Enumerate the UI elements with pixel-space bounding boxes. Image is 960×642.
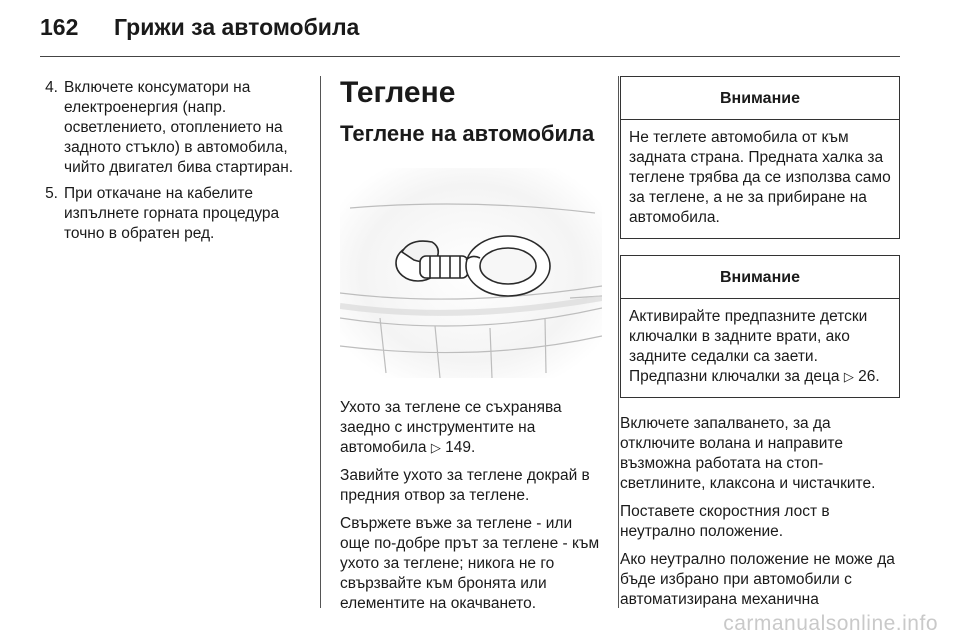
warning-box: [620, 76, 900, 239]
warning-box: [620, 255, 900, 398]
column-divider: [618, 76, 619, 608]
warning-title: Внимание: [621, 256, 899, 299]
list-item: [40, 78, 302, 178]
page-reference-icon: ▷: [430, 440, 441, 455]
list-item: [40, 184, 302, 244]
step-number: 5.: [45, 185, 58, 202]
page-reference-icon: ▷: [843, 369, 854, 384]
step-text: Включете консуматори на електроенергия (напр. осветлението, отоплението на задното стъкло) в автомобила, чийто двигател бива стартиран.: [64, 79, 294, 176]
page-reference-number: 26: [858, 368, 876, 385]
paragraph-attach-rope: Свържете въже за теглене - или още по-добре прът за теглене - към ухото за теглене; никога не го свързвайте към бронята или елементите на окачването.: [340, 515, 600, 612]
right-column: [620, 76, 900, 610]
watermark: carmanualsonline.info: [723, 612, 938, 635]
column-divider: [320, 76, 321, 608]
warning-body: Активирайте предпазните детски ключалки в задните врати, ако задните седалки са заети. Предпазни ключалки за деца ▷ 26.: [629, 308, 880, 385]
page-header: [40, 14, 359, 50]
subsection-title: Теглене на автомобила: [340, 121, 595, 146]
page-number: 162: [40, 14, 79, 40]
page-reference-number: 149: [445, 439, 472, 456]
warning-body: Не теглете автомобила от към задната страна. Предната халка за теглене трябва да се използва само за теглене, а не за прибиране на автомобила.: [629, 129, 891, 226]
paragraph-neutral: Поставете скоростния лост в неутрално положение.: [620, 503, 830, 540]
paragraph-ignition: Включете запалването, за да отключите волана и направите възможна работата на стоп-светлините, клаксона и чистачките.: [620, 415, 876, 492]
paragraph-automated: Ако неутрално положение не може да бъде избрано при автомобили с автоматизирана механична: [620, 551, 895, 608]
warning-title: Внимание: [621, 77, 899, 120]
paragraph-screw-in: Завийте ухото за теглене докрай в предния отвор за теглене.: [340, 467, 590, 504]
step-number: 4.: [45, 79, 58, 96]
paragraph-tow-eye-storage: Ухото за теглене се съхранява заедно с инструментите на автомобила ▷ 149.: [340, 399, 562, 456]
chapter-title: Грижи за автомобила: [114, 14, 360, 40]
section-title: Теглене: [340, 76, 456, 109]
middle-column: [340, 76, 602, 614]
left-column: [40, 78, 302, 250]
header-divider: [40, 56, 900, 57]
step-text: При откачане на кабелите изпълнете горната процедура точно в обратен ред.: [64, 185, 280, 242]
steps-list: [40, 78, 302, 244]
towing-eye-illustration: [340, 168, 602, 378]
